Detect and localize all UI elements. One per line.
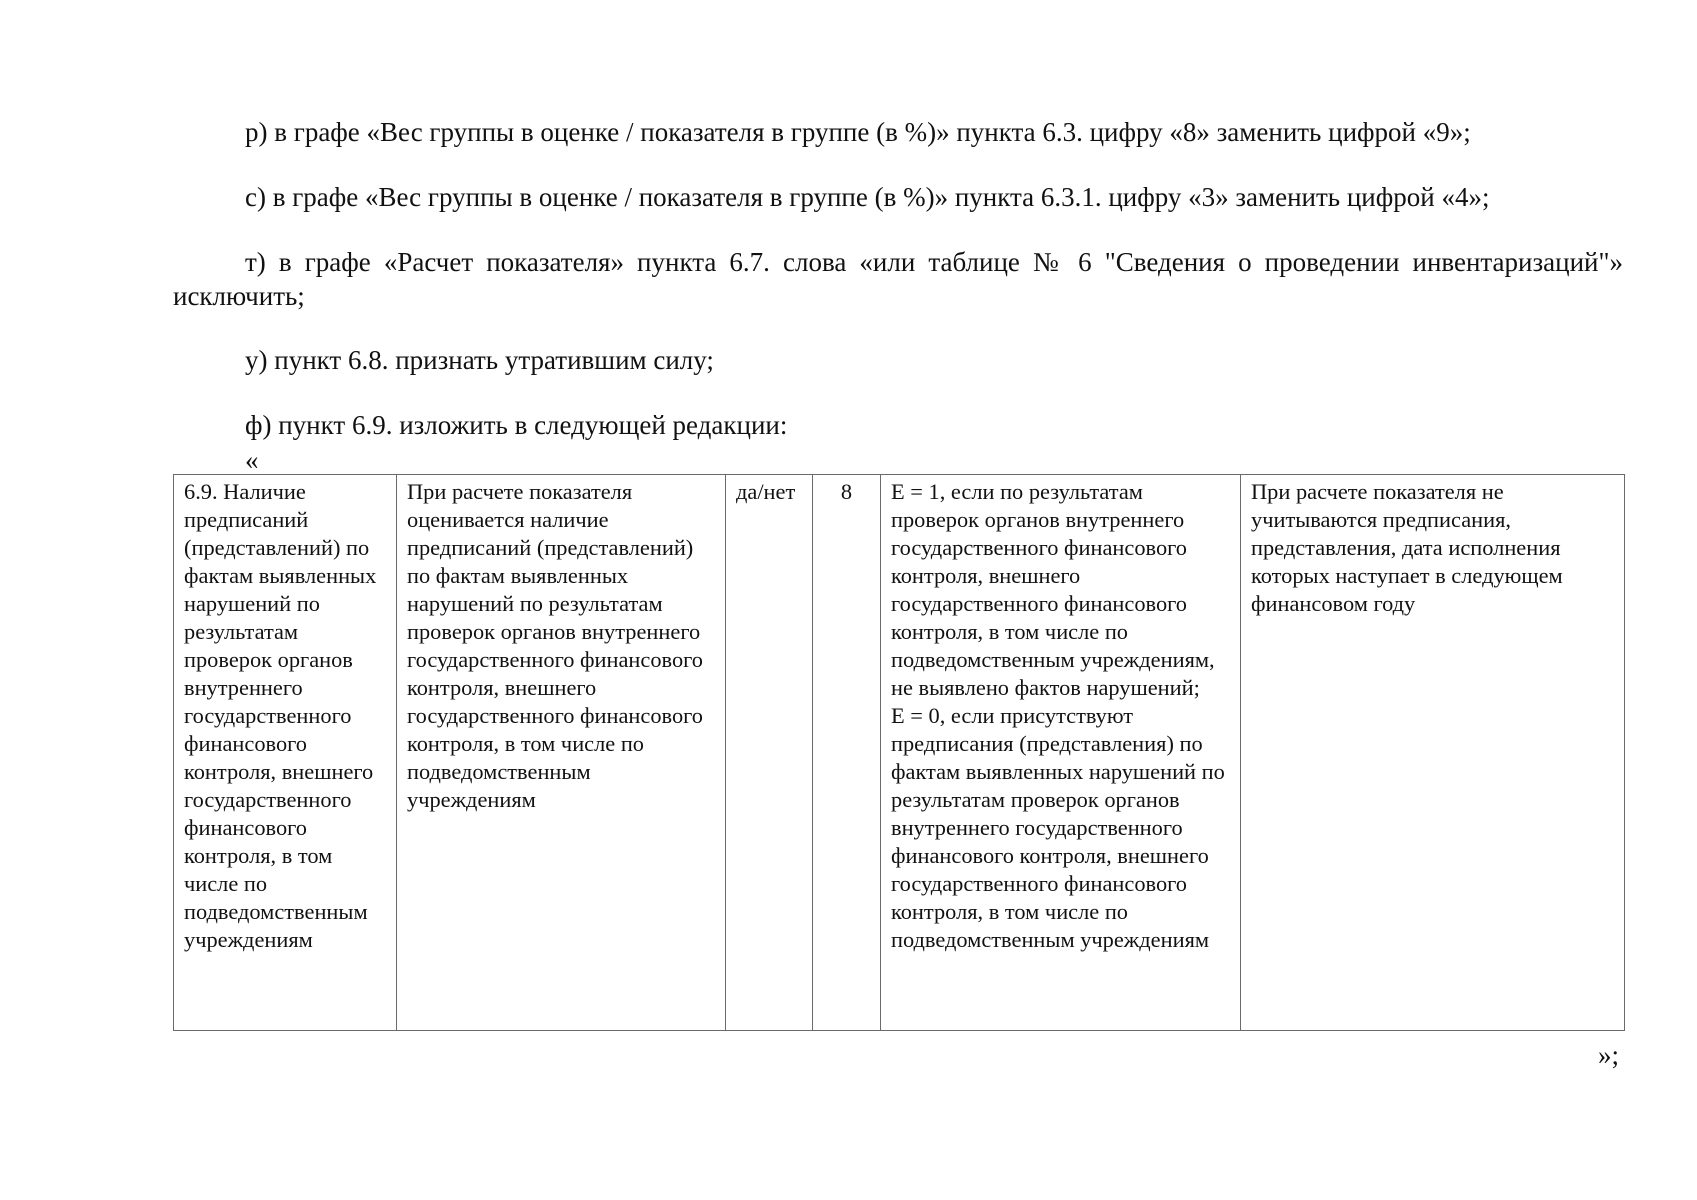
comment-cell: При расчете показателя не учитываются предписания, представления, дата исполнения которых наступает в следующем финансовом году: [1241, 475, 1625, 1031]
paragraph-t: т) в графе «Расчет показателя» пункта 6.7. слова «или таблице № 6 "Сведения о проведении инвентаризаций"» исключить;: [173, 247, 1623, 311]
open-quote: «: [245, 445, 259, 475]
calculation-cell: При расчете показателя оценивается наличие предписаний (представлений) по фактам выявленных нарушений по результатам проверок органов внутреннего государственного финансового контроля, внешнего государственного финансового контроля, в том числе по подведомственным учреждениям: [397, 475, 726, 1031]
table-row: [174, 475, 1625, 1031]
formula-cell: [881, 475, 1241, 1031]
indicator-cell: 6.9. Наличие предписаний (представлений) по фактам выявленных нарушений по результатам проверок органов внутреннего государственного финансового контроля, внешнего государственного финансового контроля, в том числе по подведомственным учреждениям: [174, 475, 397, 1031]
formula-false-text: E = 0, если присутствуют предписания (представления) по фактам выявленных нарушений по результатам проверок органов внутреннего государственного финансового контроля, внешнего государственного финансового контроля, в том числе по подведомственным учреждениям: [891, 703, 1225, 952]
paragraph-u: у) пункт 6.8. признать утратившим силу;: [245, 345, 714, 375]
unit-cell: да/нет: [726, 475, 813, 1031]
paragraph-f: ф) пункт 6.9. изложить в следующей редакции:: [245, 410, 788, 440]
formula-true-text: E = 1, если по результатам проверок органов внутреннего государственного финансового контроля, внешнего государственного финансового контроля, в том числе по подведомственным учреждениям, не выявлено фактов нарушений;: [891, 479, 1215, 700]
paragraph-r: р) в графе «Вес группы в оценке / показателя в группе (в %)» пункта 6.3. цифру «8» заменить цифрой «9»;: [245, 117, 1471, 147]
close-quote: »;: [1598, 1040, 1620, 1070]
weight-cell: 8: [813, 475, 881, 1031]
paragraph-s: с) в графе «Вес группы в оценке / показателя в группе (в %)» пункта 6.3.1. цифру «3» заменить цифрой «4»;: [245, 182, 1490, 212]
amendment-table: [173, 474, 1625, 1031]
